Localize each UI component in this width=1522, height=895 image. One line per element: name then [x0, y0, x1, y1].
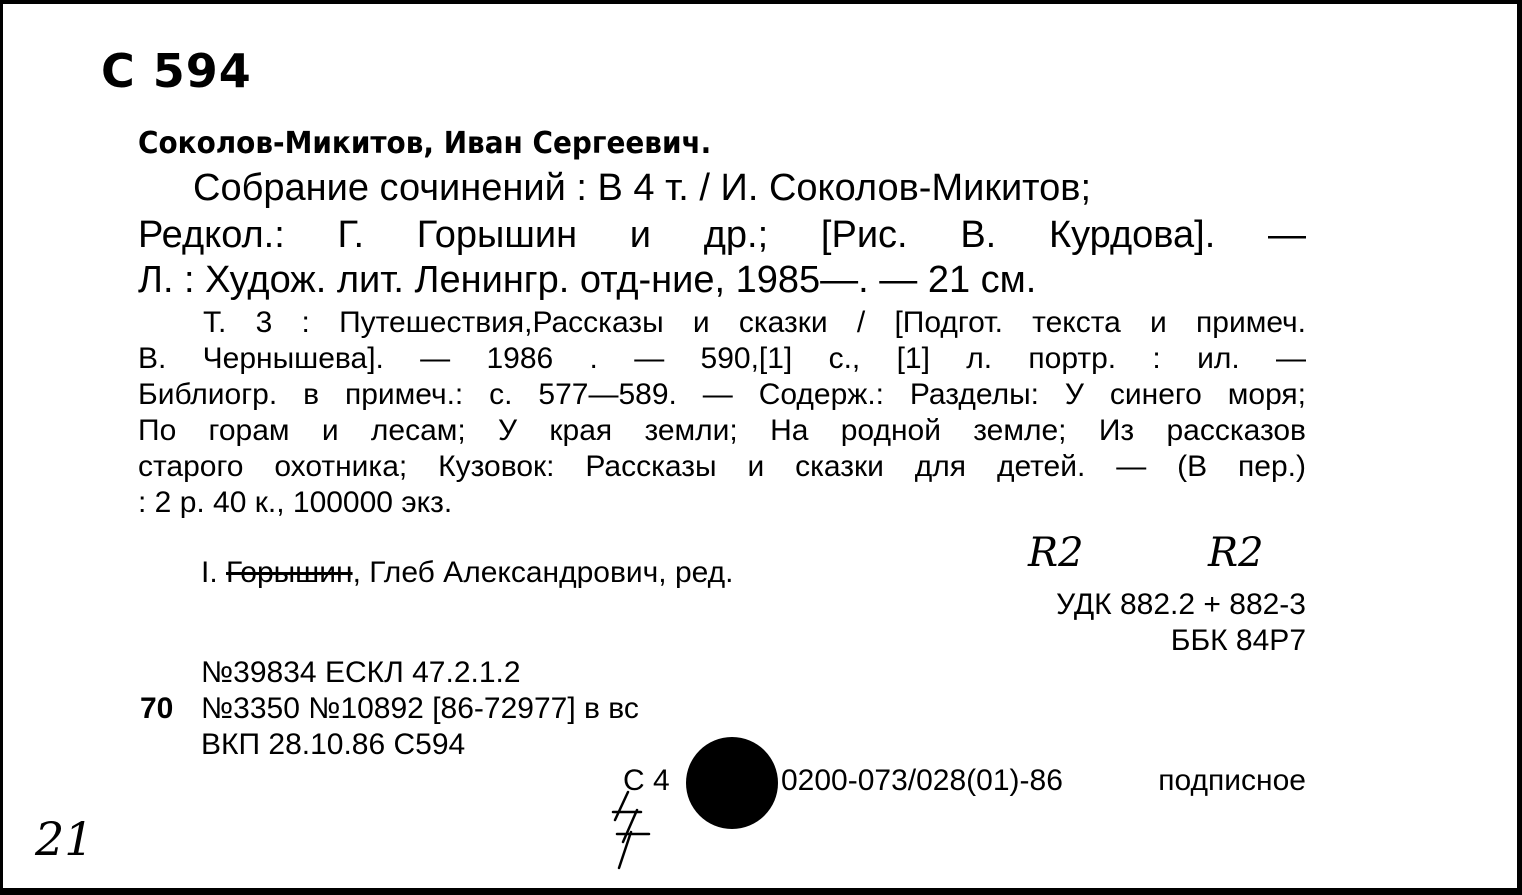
volume-line-1: Т. 3 : Путешествия,Рассказы и сказки / [Подгот. текста и примеч. [203, 306, 1306, 339]
index-code: 0200-073/028(01)-86 [781, 764, 1063, 797]
volume-line-6: : 2 р. 40 к., 100000 экз. [138, 486, 453, 519]
title-line-3: Л. : Худож. лит. Ленингр. отд-ние, 1985—. — 21 см. [138, 259, 1037, 301]
catalog-card [3, 4, 1517, 888]
title-line-2: Редкол.: Г. Горышин и др.; [Рис. В. Курдова]. — [138, 214, 1306, 256]
volume-line-2: В. Чернышева]. — 1986 . — 590,[1] с., [1] л. портр. : ил. — [138, 342, 1306, 375]
added-entry-struck-name: Горышин [226, 556, 353, 589]
title-line-1: Собрание сочинений : В 4 т. / И. Соколов-Микитов; [193, 167, 1092, 209]
handwritten-r2-right: R2 [1208, 530, 1264, 576]
tech-line-2: №3350 №10892 [86-72977] в вс [201, 692, 639, 725]
volume-line-3: Библиогр. в примеч.: с. 577—589. — Содерж.: Разделы: У синего моря; [138, 378, 1306, 411]
shelf-mark: С 594 [101, 44, 252, 98]
tech-number: 70 [140, 692, 174, 725]
index-prefix: С 4 [623, 764, 670, 797]
handwritten-number: 21 [35, 812, 94, 866]
author-heading: Соколов-Микитов, Иван Сергеевич. [138, 126, 712, 161]
added-entry-rest: , Глеб Александрович, ред. [352, 556, 734, 589]
handwritten-mark [603, 782, 673, 872]
handwritten-r2-left: R2 [1028, 530, 1084, 576]
subscription-note: подписное [1158, 764, 1306, 797]
volume-line-4: По горам и лесам; У края земли; На родной земле; Из рассказов [138, 414, 1306, 447]
added-entry-prefix: I. [201, 556, 227, 589]
udk-classification: УДК 882.2 + 882-3 [1056, 588, 1306, 621]
bbk-classification: ББК 84Р7 [1170, 624, 1306, 657]
volume-line-5: старого охотника; Кузовок: Рассказы и сказки для детей. — (В пер.) [138, 450, 1306, 483]
tech-line-1: №39834 ЕСКЛ 47.2.1.2 [201, 656, 521, 689]
ink-blot [686, 737, 778, 829]
added-entry [201, 556, 734, 590]
tech-line-3: ВКП 28.10.86 С594 [201, 728, 466, 761]
